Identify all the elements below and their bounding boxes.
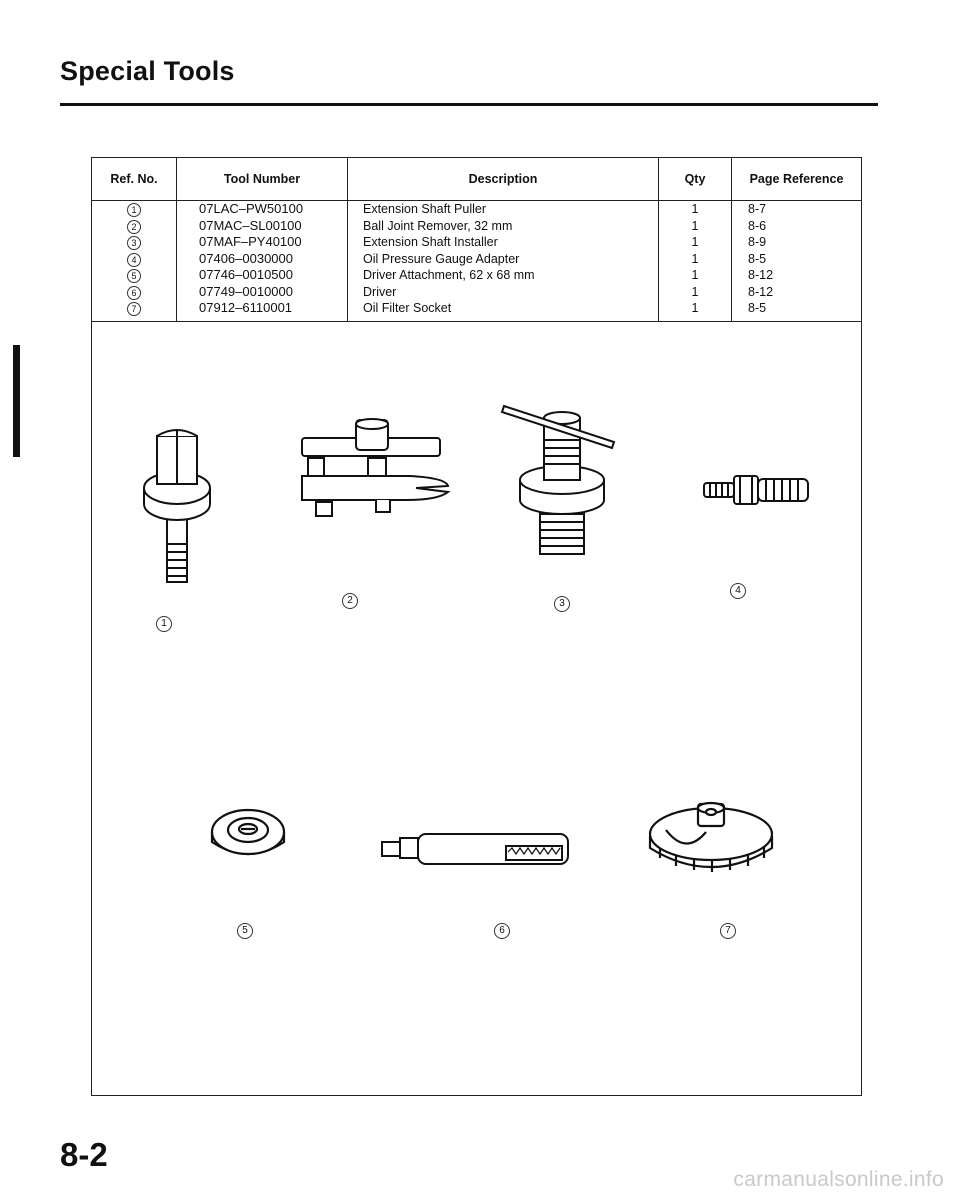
callout-6: 6 — [494, 923, 510, 939]
callout-1: 1 — [156, 616, 172, 632]
tool-description: Oil Pressure Gauge Adapter — [363, 251, 520, 266]
tool-description: Ball Joint Remover, 32 mm — [363, 218, 513, 233]
table-header-row — [92, 158, 861, 201]
header-ref-no: Ref. No. — [92, 158, 177, 201]
ref-number: 3 — [127, 236, 141, 250]
tool-qty: 1 — [691, 301, 699, 315]
title-divider — [60, 103, 878, 106]
callout-3: 3 — [554, 596, 570, 612]
special-tools-table — [92, 158, 861, 322]
tool-number: 07912–6110001 — [199, 300, 293, 315]
section-tab-marker — [13, 345, 20, 457]
ref-column — [92, 201, 177, 322]
page-reference: 8-5 — [748, 301, 767, 315]
tool-qty: 1 — [691, 202, 699, 216]
driver-icon — [378, 830, 578, 870]
tool-description: Driver — [363, 284, 397, 299]
ref-number: 2 — [127, 220, 141, 234]
driver-attachment-icon — [208, 802, 288, 866]
tool-number: 07749–0010000 — [199, 283, 293, 299]
ref-number: 5 — [127, 269, 141, 283]
tool-description: Oil Filter Socket — [363, 301, 452, 315]
header-tool-number: Tool Number — [177, 158, 348, 201]
tool-number: 07LAC–PW50100 — [199, 201, 304, 216]
page-reference: 8-12 — [748, 284, 774, 299]
tool-description: Extension Shaft Installer — [363, 235, 498, 249]
tool-qty: 1 — [691, 284, 699, 299]
extension-shaft-installer-icon — [502, 400, 627, 560]
callout-2: 2 — [342, 593, 358, 609]
page-number: 8-2 — [60, 1136, 108, 1173]
tool-qty: 1 — [691, 218, 699, 233]
page-reference-column — [732, 201, 862, 322]
page-title: Special Tools — [60, 56, 235, 86]
tool-number: 07746–0010500 — [199, 267, 293, 282]
oil-filter-socket-icon — [646, 798, 776, 878]
tool-description: Extension Shaft Puller — [363, 202, 486, 216]
page-reference: 8-5 — [748, 251, 767, 266]
tool-description: Driver Attachment, 62 x 68 mm — [363, 268, 535, 282]
page-reference: 8-12 — [748, 268, 774, 282]
header-description: Description — [348, 158, 659, 201]
tool-number-column — [177, 201, 348, 322]
tool-number: 07MAF–PY40100 — [199, 234, 302, 249]
description-column — [348, 201, 659, 322]
qty-column — [659, 201, 732, 322]
page-reference: 8-7 — [748, 202, 767, 216]
table-body-row — [92, 201, 861, 322]
tool-qty: 1 — [691, 268, 699, 282]
ball-joint-remover-icon — [298, 416, 458, 526]
callout-4: 4 — [730, 583, 746, 599]
ref-number: 7 — [127, 302, 141, 316]
watermark: carmanualsonline.info — [733, 1168, 944, 1191]
callout-5: 5 — [237, 923, 253, 939]
page-reference: 8-6 — [748, 218, 767, 233]
tool-qty: 1 — [691, 251, 699, 266]
tool-qty: 1 — [691, 235, 699, 249]
extension-shaft-puller-icon — [142, 426, 212, 596]
tool-number: 07MAC–SL00100 — [199, 217, 302, 233]
callout-7: 7 — [720, 923, 736, 939]
oil-pressure-gauge-adapter-icon — [702, 470, 814, 510]
header-page-reference: Page Reference — [732, 158, 862, 201]
ref-number: 1 — [127, 203, 141, 217]
page-reference: 8-9 — [748, 235, 767, 249]
special-tools-panel — [91, 157, 862, 1096]
ref-number: 6 — [127, 286, 141, 300]
header-qty: Qty — [659, 158, 732, 201]
tool-number: 07406–0030000 — [199, 250, 293, 266]
ref-number: 4 — [127, 253, 141, 267]
